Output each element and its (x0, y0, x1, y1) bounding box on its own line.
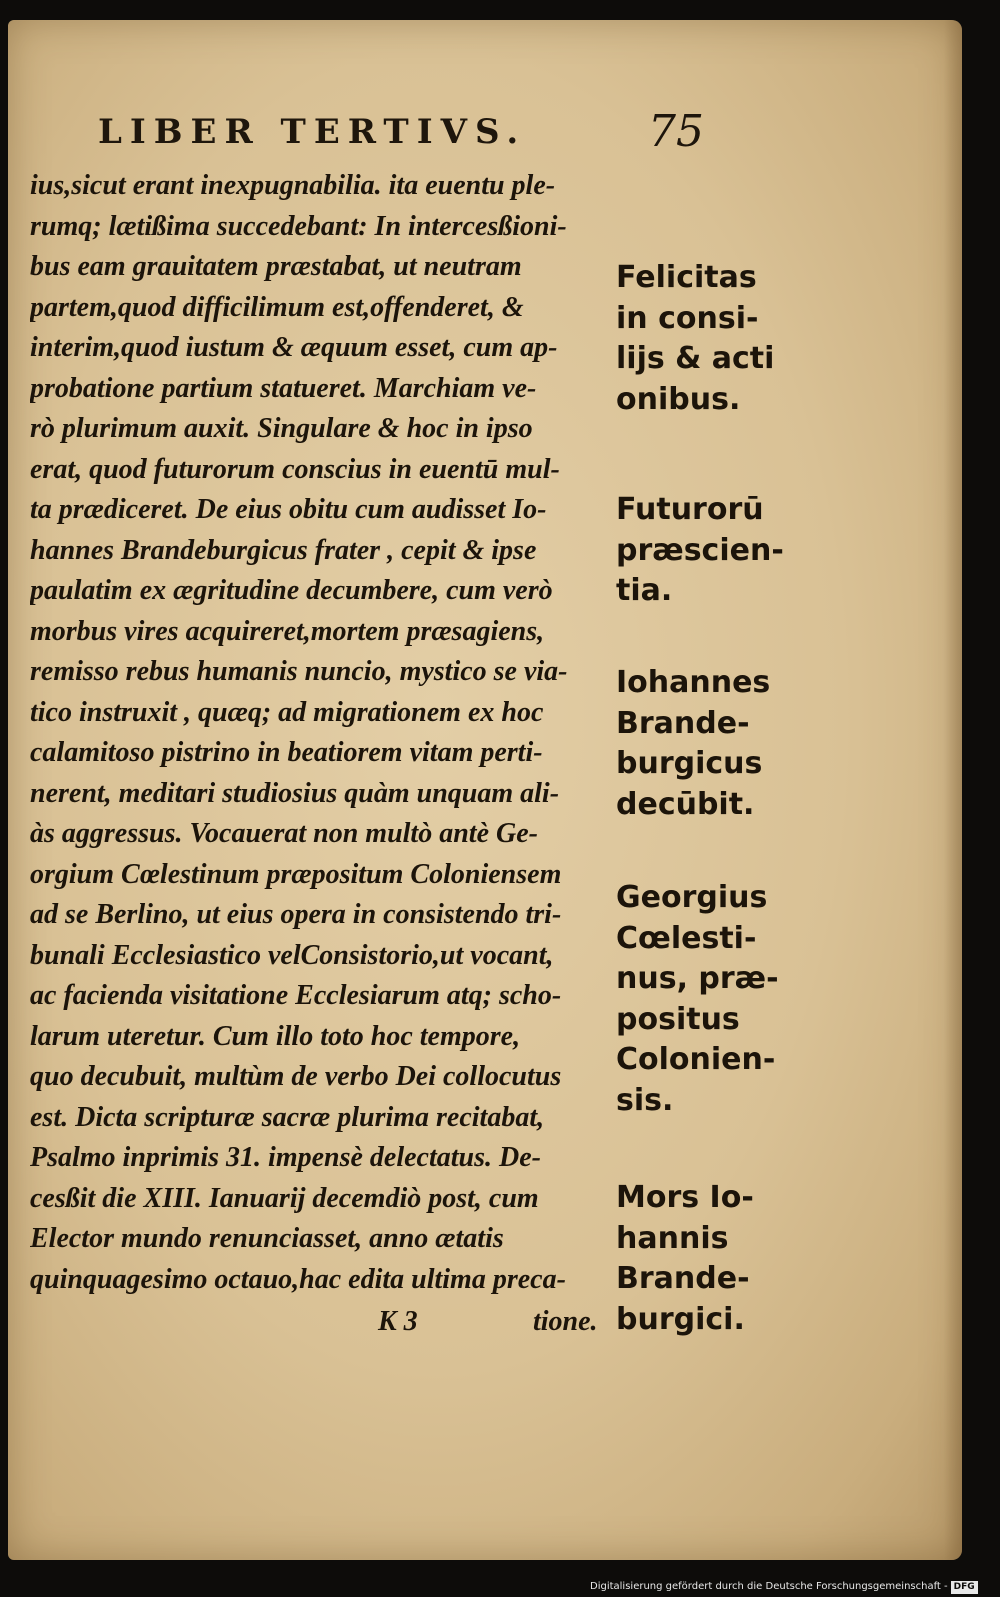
text-line: ad se Berlino, ut eius opera in consistendo tri- (30, 899, 562, 930)
text-line: cesßit die XIII. Ianuarij decemdiò post, cum (30, 1182, 539, 1214)
digitization-credit (590, 1578, 995, 1596)
text-line: orgium Cœlestinum præpositum Coloniensem (30, 858, 562, 890)
text-line: est. Dicta scripturæ sacræ plurima recitabat, (30, 1101, 545, 1133)
marginal-note-line: Iohannes (616, 665, 771, 700)
text-line: remisso rebus humanis nuncio, mystico se via- (30, 656, 568, 687)
marginal-note-line: Brande- (616, 1261, 750, 1296)
text-line: larum uteretur. Cum illo toto hoc tempore, (30, 1020, 521, 1052)
page-edge (944, 20, 962, 1560)
main-text-block (30, 166, 610, 1300)
text-line: rò plurimum auxit. Singulare & hoc in ipso (30, 413, 533, 444)
text-line: partem,quod difficilimum est,offenderet, & (30, 291, 524, 323)
marginal-note-line: onibus. (616, 381, 741, 417)
marginal-note-line: sis. (616, 1082, 674, 1118)
text-line: às aggressus. Vocauerat non multò antè Ge- (30, 818, 538, 849)
marginal-note-line: positus (616, 1001, 740, 1037)
marginal-note-line: Mors Io- (616, 1180, 754, 1215)
marginal-note-line: Felicitas (616, 260, 757, 295)
marginal-note-line: in consi- (616, 300, 759, 336)
marginal-note-line: Cœlesti- (616, 920, 757, 956)
marginal-note-line: decūbit. (616, 786, 755, 822)
marginal-note (616, 258, 836, 420)
text-line: ius,sicut erant inexpugnabilia. ita euentu ple- (30, 170, 556, 201)
marginal-note-line: burgici. (616, 1301, 745, 1337)
text-line: Psalmo inprimis 31. impensè delectatus. De- (30, 1142, 541, 1173)
running-title: LIBER TERTIVS. (98, 112, 527, 152)
text-line: ta prædiceret. De eius obitu cum audisset Io- (30, 494, 547, 525)
text-line: quo decubuit, multùm de verbo Dei collocutus (30, 1061, 562, 1092)
marginal-note (616, 663, 836, 825)
text-line: erat, quod futurorum conscius in euentū mul- (30, 453, 560, 485)
text-line: hannes Brandeburgicus frater , cepit & ipse (30, 534, 537, 566)
text-line: interim,quod iustum & æquum esset, cum ap- (30, 332, 558, 363)
text-line: probatione partium statueret. Marchiam ve- (30, 372, 537, 404)
credit-text: Digitalisierung gefördert durch die Deutsche Forschungsgemeinschaft - (590, 1581, 948, 1592)
text-line: bunali Ecclesiastico velConsistorio,ut vocant, (30, 939, 554, 971)
marginal-note-line: Brande- (616, 705, 750, 741)
marginal-note-line: Futurorū (616, 492, 764, 527)
text-line: nerent, meditari studiosius quàm unquam ali- (30, 777, 560, 809)
marginal-note (616, 1178, 836, 1340)
marginal-note-line: tia. (616, 573, 673, 608)
signature-mark: K 3 (378, 1306, 418, 1337)
dfg-logo: DFG (951, 1581, 978, 1594)
marginal-note-line: Colonien- (616, 1042, 776, 1077)
text-line: calamitoso pistrino in beatiorem vitam perti- (30, 737, 543, 768)
page-number: 75 (648, 106, 704, 157)
marginal-note-line: lijs & acti (616, 341, 775, 376)
catchword: tione. (533, 1306, 598, 1337)
text-line: tico instruxit , quæq; ad migrationem ex hoc (30, 696, 544, 728)
text-line: ac facienda visitatione Ecclesiarum atq; scho- (30, 980, 562, 1011)
marginal-note-line: Georgius (616, 880, 768, 915)
text-line: quinquagesimo octauo,hac edita ultima preca- (30, 1263, 566, 1295)
marginal-note-line: præscien- (616, 532, 784, 568)
book-page (8, 20, 962, 1560)
text-line: rumq; lætißima succedebant: In intercesßioni- (30, 210, 567, 242)
marginal-note-line: burgicus (616, 746, 763, 781)
text-line: Elector mundo renunciasset, anno ætatis (30, 1223, 504, 1254)
text-line: paulatim ex ægritudine decumbere, cum verò (30, 575, 553, 606)
marginal-note (616, 878, 836, 1121)
text-line: bus eam grauitatem præstabat, ut neutram (30, 251, 522, 282)
text-line: morbus vires acquireret,mortem præsagiens, (30, 615, 545, 647)
marginal-note-line: nus, præ- (616, 961, 779, 996)
marginal-note (616, 490, 836, 612)
marginal-note-line: hannis (616, 1220, 729, 1256)
